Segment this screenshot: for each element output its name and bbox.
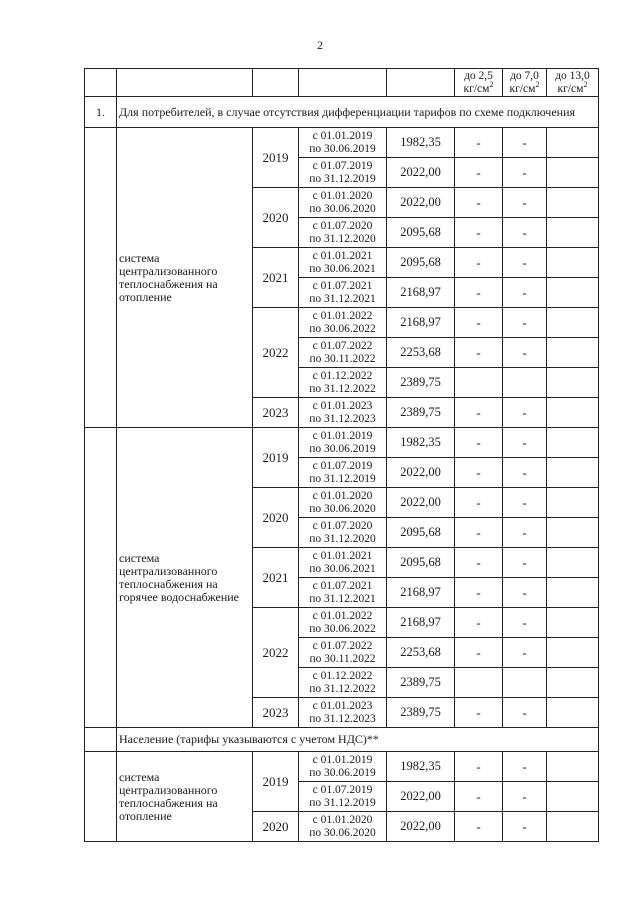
pressure-header-2 [503, 69, 547, 97]
pressure-13-0-value [547, 128, 599, 158]
tariff-value: 2022,00 [387, 188, 455, 218]
pressure-2-5-value: - [455, 608, 503, 638]
table-row [85, 428, 599, 458]
period-to: по 31.12.2020 [309, 232, 376, 245]
tariff-value: 2095,68 [387, 548, 455, 578]
pressure-unit-exp: 2 [489, 79, 494, 89]
tariff-value: 2389,75 [387, 398, 455, 428]
year-cell: 2022 [253, 308, 299, 398]
period-to: по 30.11.2022 [309, 652, 376, 665]
population-title: Население (тарифы указываются с учетом НДС)** [117, 728, 599, 752]
period-from: с 01.01.2021 [312, 249, 373, 262]
pressure-13-0-value [547, 518, 599, 548]
tariff-value: 2022,00 [387, 782, 455, 812]
pressure-13-0-value [547, 248, 599, 278]
system-heating-label: система централизованного теплоснабжения на отопление [117, 128, 253, 428]
system-heating-label: система централизованного теплоснабжения на отопление [117, 752, 253, 842]
pressure-2-5-value: - [455, 398, 503, 428]
period-from: с 01.01.2023 [312, 699, 373, 712]
pressure-13-0-value [547, 698, 599, 728]
period-to: по 30.06.2022 [309, 322, 376, 335]
period-from: с 01.01.2019 [312, 429, 373, 442]
period-to: по 30.06.2020 [309, 502, 376, 515]
period-from: с 01.07.2020 [312, 219, 373, 232]
pressure-7-0-value: - [503, 548, 547, 578]
tariff-value: 2389,75 [387, 368, 455, 398]
pressure-13-0-value [547, 188, 599, 218]
pressure-2-5-value: - [455, 458, 503, 488]
pressure-7-0-value: - [503, 218, 547, 248]
period-from: с 01.12.2022 [312, 669, 373, 682]
pressure-unit-exp: 2 [583, 79, 588, 89]
header-empty-cell [253, 69, 299, 97]
period-to: по 30.06.2019 [309, 142, 376, 155]
tariff-value: 2168,97 [387, 308, 455, 338]
period-cell [299, 338, 387, 368]
header-empty-cell [85, 69, 117, 97]
period-from: с 01.07.2022 [312, 639, 373, 652]
period-from: с 01.01.2022 [312, 609, 373, 622]
pressure-7-0-value: - [503, 248, 547, 278]
period-cell [299, 608, 387, 638]
pressure-13-0-value [547, 368, 599, 398]
pressure-unit: кг/см [509, 82, 536, 95]
period-to: по 31.12.2019 [309, 172, 376, 185]
pressure-2-5-value: - [455, 218, 503, 248]
period-to: по 30.06.2019 [309, 442, 376, 455]
period-cell [299, 488, 387, 518]
tariff-value: 2253,68 [387, 338, 455, 368]
pressure-unit: кг/см [463, 82, 490, 95]
tariff-value: 1982,35 [387, 128, 455, 158]
pressure-7-0-value [503, 668, 547, 698]
pressure-13-0-value [547, 218, 599, 248]
pressure-13-0-value [547, 812, 599, 842]
period-cell [299, 188, 387, 218]
period-from: с 01.07.2019 [312, 159, 373, 172]
year-cell: 2022 [253, 608, 299, 698]
section-title: Для потребителей, в случае отсутствия дифференциации тарифов по схеме подключения [117, 97, 599, 128]
pressure-2-5-value: - [455, 638, 503, 668]
tariff-table-body [85, 69, 599, 842]
tariff-table [84, 68, 599, 842]
pressure-13-0-value [547, 638, 599, 668]
period-cell [299, 128, 387, 158]
pressure-7-0-value: - [503, 698, 547, 728]
period-cell [299, 782, 387, 812]
period-from: с 01.07.2022 [312, 339, 373, 352]
pressure-13-0-value [547, 578, 599, 608]
year-cell: 2020 [253, 488, 299, 548]
pressure-unit-exp: 2 [535, 79, 540, 89]
period-cell [299, 698, 387, 728]
tariff-value: 2095,68 [387, 518, 455, 548]
period-cell [299, 398, 387, 428]
pressure-13-0-value [547, 428, 599, 458]
year-cell: 2020 [253, 812, 299, 842]
pressure-7-0-value: - [503, 128, 547, 158]
pressure-7-0-value: - [503, 608, 547, 638]
pressure-unit: кг/см [557, 82, 584, 95]
pressure-2-5-value: - [455, 308, 503, 338]
pressure-2-5-value: - [455, 188, 503, 218]
pressure-13-0-value [547, 752, 599, 782]
pressure-7-0-value: - [503, 308, 547, 338]
tariff-value: 2253,68 [387, 638, 455, 668]
pressure-13-0-value [547, 158, 599, 188]
period-from: с 01.01.2020 [312, 189, 373, 202]
pressure-2-5-value: - [455, 428, 503, 458]
pressure-7-0-value: - [503, 782, 547, 812]
page-number: 2 [317, 38, 323, 52]
tariff-value: 1982,35 [387, 752, 455, 782]
year-cell: 2019 [253, 428, 299, 488]
year-cell: 2023 [253, 398, 299, 428]
period-cell [299, 278, 387, 308]
pressure-7-0-value: - [503, 188, 547, 218]
period-cell [299, 368, 387, 398]
pressure-2-5-value: - [455, 488, 503, 518]
pressure-13-0-value [547, 278, 599, 308]
pressure-13-0-value [547, 668, 599, 698]
period-to: по 31.12.2019 [309, 796, 376, 809]
period-from: с 01.01.2020 [312, 489, 373, 502]
period-cell [299, 248, 387, 278]
period-to: по 30.06.2020 [309, 826, 376, 839]
number-cell [85, 428, 117, 728]
pressure-13-0-value [547, 488, 599, 518]
pressure-2-5-value: - [455, 338, 503, 368]
header-empty-cell [117, 69, 253, 97]
period-from: с 01.07.2019 [312, 459, 373, 472]
period-to: по 31.12.2022 [309, 382, 376, 395]
period-cell [299, 578, 387, 608]
section-number: 1. [85, 97, 117, 128]
pressure-13-0-value [547, 782, 599, 812]
period-to: по 31.12.2021 [309, 292, 376, 305]
tariff-value: 2022,00 [387, 158, 455, 188]
section-row [85, 97, 599, 128]
tariff-value: 2022,00 [387, 812, 455, 842]
pressure-7-0-value: - [503, 578, 547, 608]
pressure-header-3 [547, 69, 599, 97]
pressure-7-0-value: - [503, 812, 547, 842]
tariff-value: 2389,75 [387, 668, 455, 698]
pressure-13-0-value [547, 338, 599, 368]
pressure-value: до 2,5 [464, 69, 493, 82]
period-cell [299, 518, 387, 548]
period-cell [299, 548, 387, 578]
pressure-2-5-value: - [455, 518, 503, 548]
pressure-value: до 13,0 [555, 69, 590, 82]
pressure-2-5-value: - [455, 548, 503, 578]
pressure-7-0-value: - [503, 158, 547, 188]
period-to: по 30.06.2020 [309, 202, 376, 215]
tariff-value: 2022,00 [387, 488, 455, 518]
pressure-value: до 7,0 [510, 69, 539, 82]
tariff-value: 2389,75 [387, 698, 455, 728]
table-row [85, 752, 599, 782]
period-to: по 31.12.2020 [309, 532, 376, 545]
pressure-2-5-value: - [455, 128, 503, 158]
pressure-7-0-value: - [503, 458, 547, 488]
period-to: по 30.11.2022 [309, 352, 376, 365]
pressure-13-0-value [547, 608, 599, 638]
period-to: по 31.12.2023 [309, 412, 376, 425]
period-cell [299, 668, 387, 698]
pressure-13-0-value [547, 398, 599, 428]
number-cell [85, 128, 117, 428]
period-cell [299, 308, 387, 338]
period-to: по 30.06.2019 [309, 766, 376, 779]
period-from: с 01.01.2020 [312, 813, 373, 826]
table-row [85, 128, 599, 158]
year-cell: 2021 [253, 548, 299, 608]
period-cell [299, 458, 387, 488]
pressure-2-5-value: - [455, 248, 503, 278]
period-to: по 31.12.2021 [309, 592, 376, 605]
period-to: по 30.06.2022 [309, 622, 376, 635]
pressure-7-0-value: - [503, 752, 547, 782]
pressure-2-5-value: - [455, 578, 503, 608]
system-hot-water-label: система централизованного теплоснабжения на горячее водоснабжение [117, 428, 253, 728]
population-row [85, 728, 599, 752]
tariff-value: 1982,35 [387, 428, 455, 458]
header-empty-cell [299, 69, 387, 97]
period-from: с 01.01.2023 [312, 399, 373, 412]
tariff-value: 2022,00 [387, 458, 455, 488]
tariff-value: 2095,68 [387, 248, 455, 278]
pressure-2-5-value: - [455, 752, 503, 782]
number-cell [85, 728, 117, 752]
year-cell: 2020 [253, 188, 299, 248]
tariff-value: 2095,68 [387, 218, 455, 248]
period-cell [299, 158, 387, 188]
period-from: с 01.01.2019 [312, 129, 373, 142]
period-cell [299, 638, 387, 668]
pressure-2-5-value: - [455, 158, 503, 188]
period-from: с 01.07.2020 [312, 519, 373, 532]
pressure-13-0-value [547, 548, 599, 578]
year-cell: 2019 [253, 752, 299, 812]
period-to: по 31.12.2019 [309, 472, 376, 485]
pressure-7-0-value: - [503, 338, 547, 368]
period-cell [299, 428, 387, 458]
pressure-7-0-value: - [503, 428, 547, 458]
period-to: по 31.12.2023 [309, 712, 376, 725]
period-from: с 01.12.2022 [312, 369, 373, 382]
pressure-2-5-value [455, 368, 503, 398]
header-row [85, 69, 599, 97]
period-from: с 01.01.2019 [312, 753, 373, 766]
pressure-2-5-value: - [455, 698, 503, 728]
pressure-2-5-value: - [455, 782, 503, 812]
year-cell: 2021 [253, 248, 299, 308]
pressure-7-0-value: - [503, 398, 547, 428]
pressure-7-0-value: - [503, 638, 547, 668]
tariff-value: 2168,97 [387, 278, 455, 308]
period-cell [299, 752, 387, 782]
period-from: с 01.01.2021 [312, 549, 373, 562]
year-cell: 2023 [253, 698, 299, 728]
period-from: с 01.07.2019 [312, 783, 373, 796]
header-empty-cell [387, 69, 455, 97]
pressure-7-0-value: - [503, 488, 547, 518]
pressure-2-5-value: - [455, 278, 503, 308]
period-to: по 30.06.2021 [309, 262, 376, 275]
period-from: с 01.07.2021 [312, 579, 373, 592]
number-cell [85, 752, 117, 842]
period-from: с 01.07.2021 [312, 279, 373, 292]
tariff-value: 2168,97 [387, 578, 455, 608]
pressure-7-0-value [503, 368, 547, 398]
pressure-13-0-value [547, 458, 599, 488]
period-cell [299, 812, 387, 842]
period-to: по 30.06.2021 [309, 562, 376, 575]
year-cell: 2019 [253, 128, 299, 188]
pressure-13-0-value [547, 308, 599, 338]
pressure-7-0-value: - [503, 278, 547, 308]
pressure-2-5-value: - [455, 812, 503, 842]
period-cell [299, 218, 387, 248]
pressure-header-1 [455, 69, 503, 97]
pressure-7-0-value: - [503, 518, 547, 548]
tariff-value: 2168,97 [387, 608, 455, 638]
period-to: по 31.12.2022 [309, 682, 376, 695]
period-from: с 01.01.2022 [312, 309, 373, 322]
pressure-2-5-value [455, 668, 503, 698]
